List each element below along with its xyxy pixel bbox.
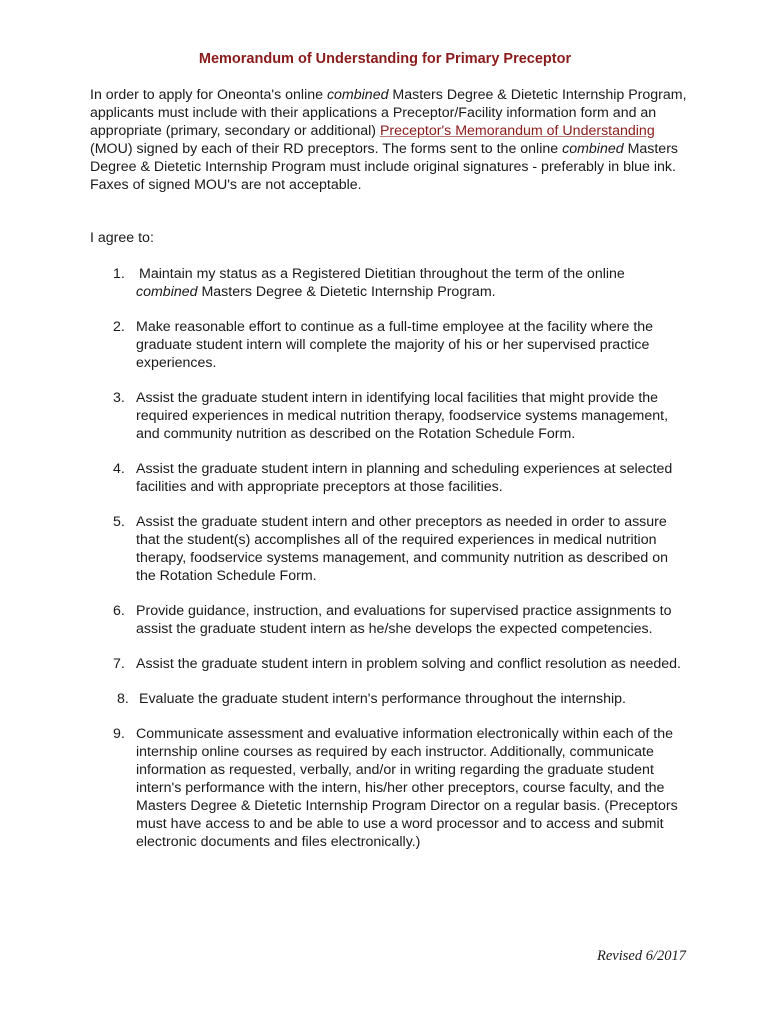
list-number: 8. [117,691,129,707]
list-item [0,602,688,638]
intro-text-4: Masters Degree & Dietetic Internship Program must include original signatures - preferably in blue ink. Faxes of signed MOU's are not acceptable. [90,141,679,193]
list-text: Provide guidance, instruction, and evaluations for supervised practice assignments to assist the graduate student intern as he/she develops the expected competencies. [136,603,672,637]
list-text: Make reasonable effort to continue as a full-time employee at the facility where the graduate student intern will complete the majority of his or her supervised practice experiences. [136,319,654,371]
intro-paragraph [90,86,690,194]
list-item [0,318,688,372]
list-text: Communicate assessment and evaluative information electronically within each of the internship online courses as required by each instructor. Additionally, communicate information as requested, verbally, and/or in writing regarding the graduate student intern's performance with the intern, his/her other preceptors, course faculty, and the Masters Degree & Dietetic Internship Program Director on a regular basis. (Preceptors must have access to and be able to use a word processor and to access and submit electronic documents and files electronically.) [136,726,678,850]
document-title: Memorandum of Understanding for Primary Preceptor [198,51,572,67]
list-item [0,655,688,673]
revision-note: Revised 6/2017 [597,948,686,964]
list-text: Assist the graduate student intern in planning and scheduling experiences at selected facilities and with appropriate preceptors at those facilities. [136,461,673,495]
list-text: Evaluate the graduate student intern's performance throughout the internship. [139,691,626,707]
intro-text-2: Masters Degree & Dietetic Internship Program, applicants must include with their applications a Preceptor/Facility information form and an appropriate (primary, secondary or additional) [90,87,687,139]
list-item [0,690,688,708]
list-emphasis: combined [136,284,198,300]
list-number: 5. [113,514,125,530]
list-text: Maintain my status as a Registered Dietitian throughout the term of the online [139,266,625,282]
mou-link[interactable]: Preceptor's Memorandum of Understanding [379,123,655,139]
list-text: Masters Degree & Dietetic Internship Program. [197,284,496,300]
list-text: Assist the graduate student intern in problem solving and conflict resolution as needed. [136,656,681,672]
list-text: Assist the graduate student intern and other preceptors as needed in order to assure that the student(s) accomplishes all of the required experiences in medical nutrition therapy, foodservice systems management, and community nutrition as described on the Rotation Schedule Form. [136,514,669,584]
intro-emphasis-2: combined [562,141,624,157]
list-item [0,725,688,851]
list-number: 6. [113,603,125,619]
list-number: 1. [113,266,125,282]
intro-text-3: (MOU) signed by each of their RD preceptors. The forms sent to the online [90,141,563,157]
list-text: Assist the graduate student intern in identifying local facilities that might provide the required experiences in medical nutrition therapy, foodservice systems management, and community nutrition as described on the Rotation Schedule Form. [136,390,669,442]
list-number: 7. [113,656,125,672]
intro-text-1: In order to apply for Oneonta's online [90,87,327,103]
list-number: 4. [113,461,125,477]
list-item [0,460,688,496]
intro-emphasis-1: combined [326,87,389,103]
agree-label: I agree to: [90,230,154,246]
list-number: 3. [113,390,125,406]
list-number: 9. [113,726,125,742]
list-item [0,265,688,301]
list-item [0,513,688,585]
list-item [0,389,688,443]
agreement-list [0,265,770,868]
list-number: 2. [113,319,125,335]
